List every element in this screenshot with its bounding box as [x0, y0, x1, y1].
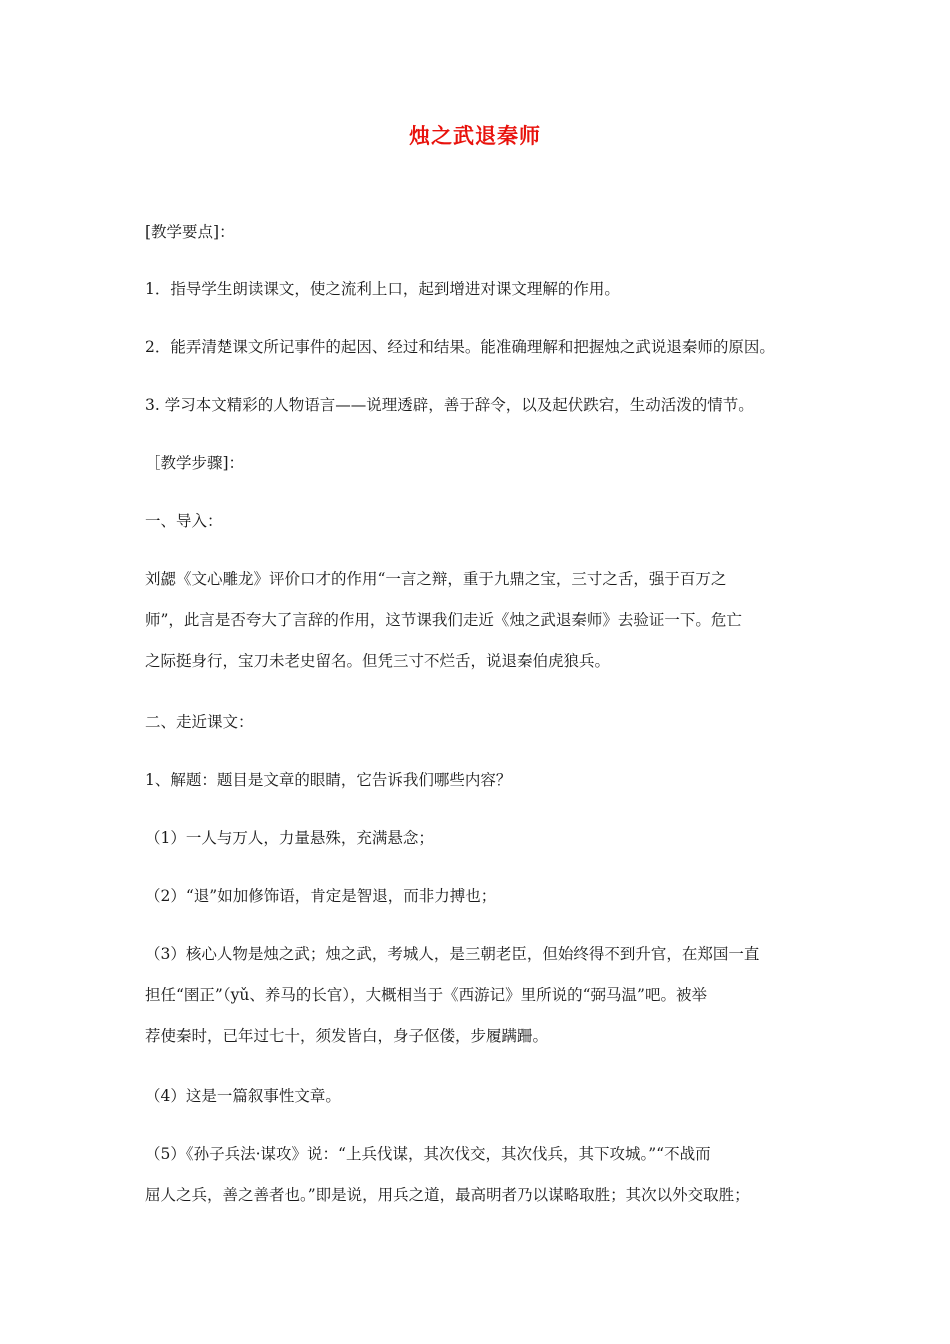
list-item: （3）核心人物是烛之武；烛之武，考城人，是三朝老臣，但始终得不到升官，在郑国一直 [145, 945, 760, 963]
subheading-introduction: 一、导入： [145, 512, 223, 530]
paragraph-line: 1、解题：题目是文章的眼睛，它告诉我们哪些内容？ [145, 771, 512, 789]
paragraph-line: 担任“圉正”（yǔ、养马的长官），大概相当于《西游记》里所说的“弼马温”吧。被举 [145, 986, 707, 1004]
document-title: 烛之武退秦师 [409, 124, 541, 148]
section-heading-teaching-steps: ［教学步骤]： [145, 454, 245, 472]
teaching-point-3: 3. 学习本文精彩的人物语言——说理透辟，善于辞令，以及起伏跌宕，生动活泼的情节。 [145, 396, 754, 414]
paragraph-line: 屈人之兵，善之善者也。”即是说，用兵之道，最高明者乃以谋略取胜；其次以外交取胜； [145, 1186, 750, 1204]
subheading-approach-text: 二、走近课文： [145, 713, 254, 731]
list-item: （4）这是一篇叙事性文章。 [145, 1087, 341, 1105]
teaching-point-1: 1．指导学生朗读课文，使之流利上口，起到增进对课文理解的作用。 [145, 280, 620, 298]
section-heading-teaching-points: [教学要点]： [145, 223, 235, 241]
paragraph-line: 荐使秦时，已年过七十，须发皆白，身子伛偻，步履蹒跚。 [145, 1027, 549, 1045]
teaching-point-2: 2．能弄清楚课文所记事件的起因、经过和结果。能准确理解和把握烛之武说退秦师的原因。 [145, 338, 775, 356]
list-item: （2）“退”如加修饰语，肯定是智退，而非力搏也； [145, 887, 497, 905]
list-item: （1）一人与万人，力量悬殊，充满悬念； [145, 829, 434, 847]
paragraph-line: 之际挺身行，宝刀未老史留名。但凭三寸不烂舌，说退秦伯虎狼兵。 [145, 652, 611, 670]
paragraph-line: 刘勰《文心雕龙》评价口才的作用“一言之辩，重于九鼎之宝，三寸之舌，强于百万之 [145, 570, 727, 588]
list-item: （5）《孙子兵法·谋攻》说：“上兵伐谋，其次伐交，其次伐兵，其下攻城。”“不战而 [145, 1145, 711, 1163]
paragraph-line: 师”，此言是否夸大了言辞的作用，这节课我们走近《烛之武退秦师》去验证一下。危亡 [145, 611, 742, 629]
